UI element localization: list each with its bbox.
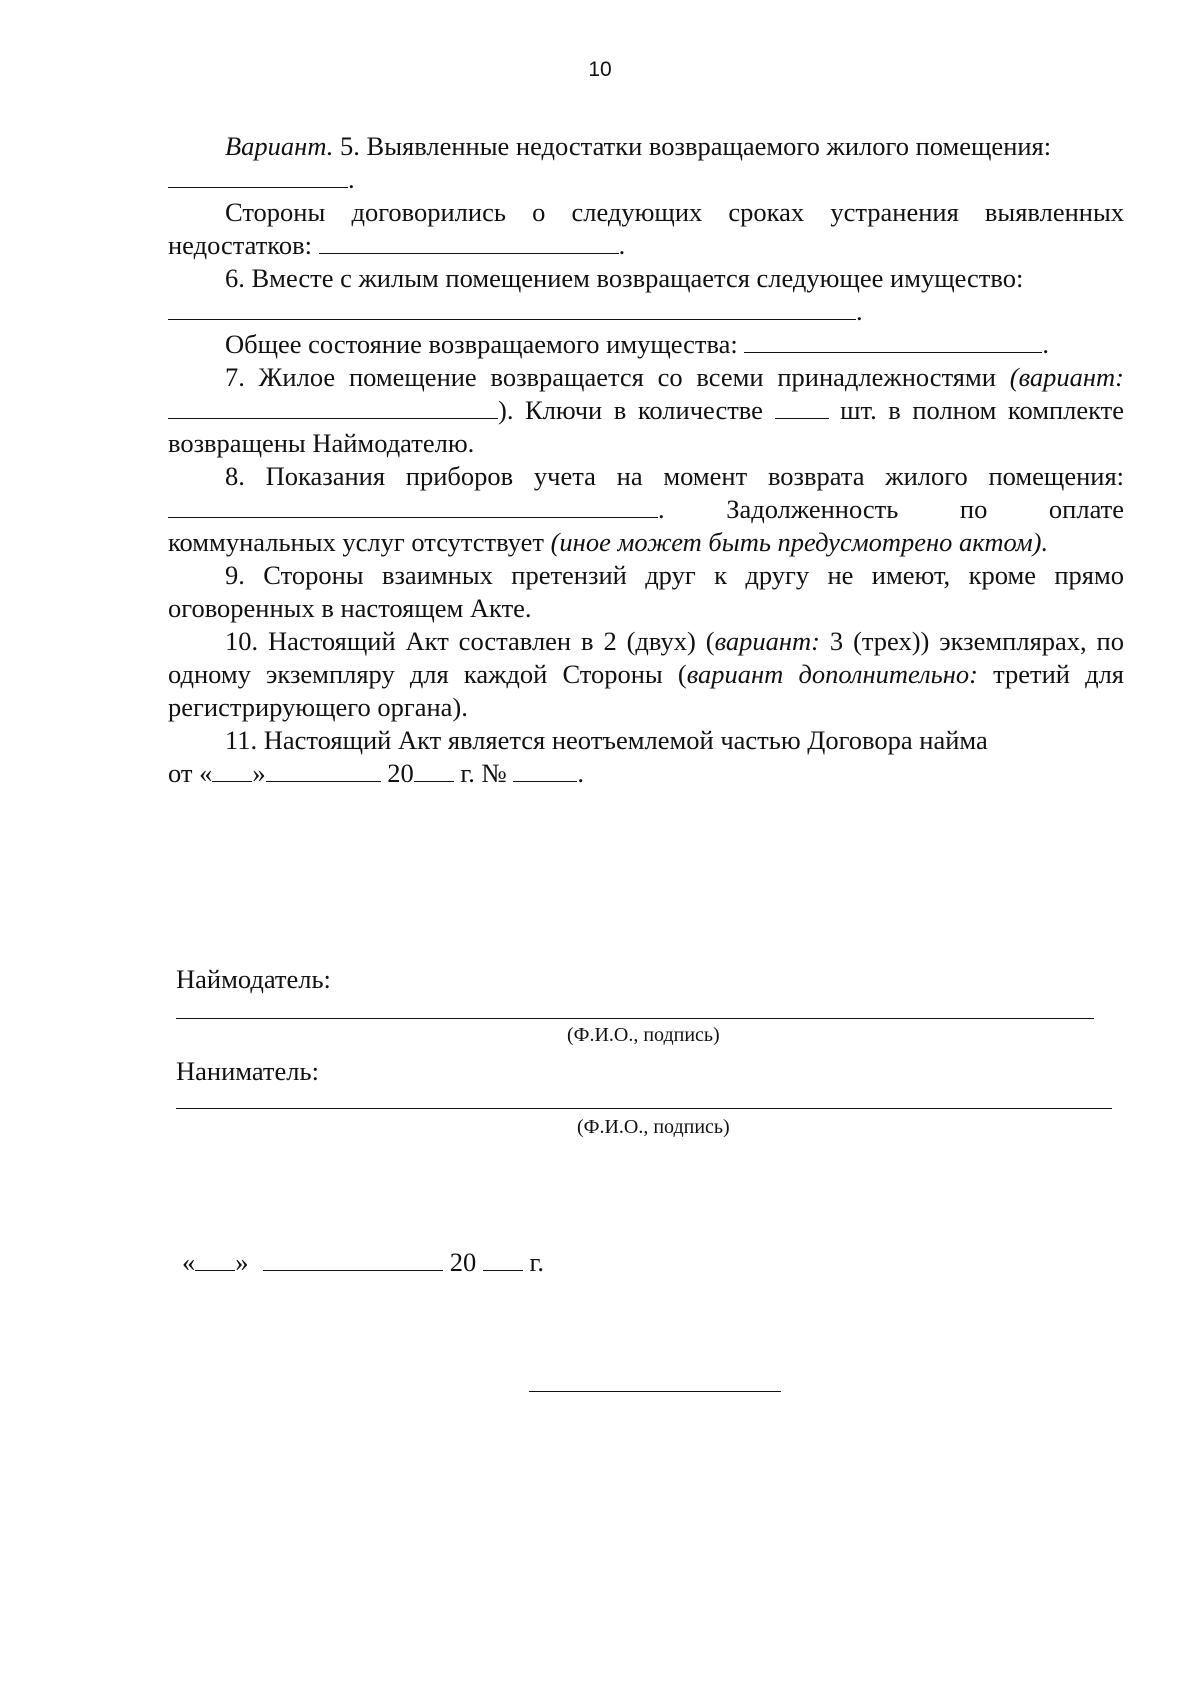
paragraph-8: 8. Показания приборов учета на момент возврата жилого помещения: . Задолженность по оплате коммунальных услуг отсутствует (иное может быть предусмотрено актом). [168,461,1124,557]
tenant-signature-block [176,1056,1116,1146]
landlord-signature-block [176,964,1116,1054]
paragraph-10: 10. Настоящий Акт составлен в 2 (двух) (вариант: 3 (трех)) экземплярах, по одному экземпляру для каждой Стороны (вариант дополнительно: третий для регистрирующего органа). [168,626,1124,722]
state-blank [744,330,1042,353]
paragraph-11-date: от « » 20 г. № . [168,758,585,788]
tenant-signature-line [176,1108,1112,1109]
page-number: 10 [588,58,612,81]
contract-day-blank [212,759,252,782]
keys-count-blank [775,396,829,419]
paragraph-5-blank: . [168,163,1124,196]
day-blank [195,1248,235,1271]
landlord-signature-caption: (Ф.И.О., подпись) [567,1024,720,1046]
paragraph-6-blank: . [168,295,1124,328]
paragraph-5 [168,130,1124,163]
contract-year-blank [414,759,454,782]
contract-number-blank [513,759,577,782]
paragraph-7: 7. Жилое помещение возвращается со всеми принадлежностями (вариант: ). Ключи в количестве шт. в полном комплекте возвращены Наймодателю. [168,362,1125,458]
meter-readings-blank [168,495,658,518]
paragraph-6-state: Общее состояние возвращаемого имущества: . [225,329,1050,359]
accessories-blank [168,396,498,419]
document-body [168,130,1124,790]
tenant-label: Наниматель: [176,1056,319,1086]
terms-blank [319,231,619,254]
paragraph-9: 9. Стороны взаимных претензий друг к другу не имеют, кроме прямо оговоренных в настоящем Акте. [168,560,1124,623]
paragraph-6: 6. Вместе с жилым помещением возвращается следующее имущество: [225,263,1024,293]
month-blank [263,1248,443,1271]
landlord-signature-line [176,1018,1094,1019]
variant-label: Вариант. [225,131,334,161]
landlord-label: Наймодатель: [176,964,331,994]
property-blank [168,297,856,320]
tenant-signature-caption: (Ф.И.О., подпись) [577,1116,730,1138]
paragraph-5-terms: Стороны договорились о следующих сроках устранения выявленных недостатков: . [168,197,1124,260]
contract-month-blank [266,759,381,782]
end-divider [529,1391,781,1392]
paragraph-11: 11. Настоящий Акт является неотъемлемой частью Договора найма [225,725,988,755]
signing-date: « » 20 г. [182,1247,545,1277]
year-blank [483,1248,523,1271]
paragraph-5-text: 5. Выявленные недостатки возвращаемого жилого помещения: [333,131,1052,161]
defects-blank [168,165,348,188]
